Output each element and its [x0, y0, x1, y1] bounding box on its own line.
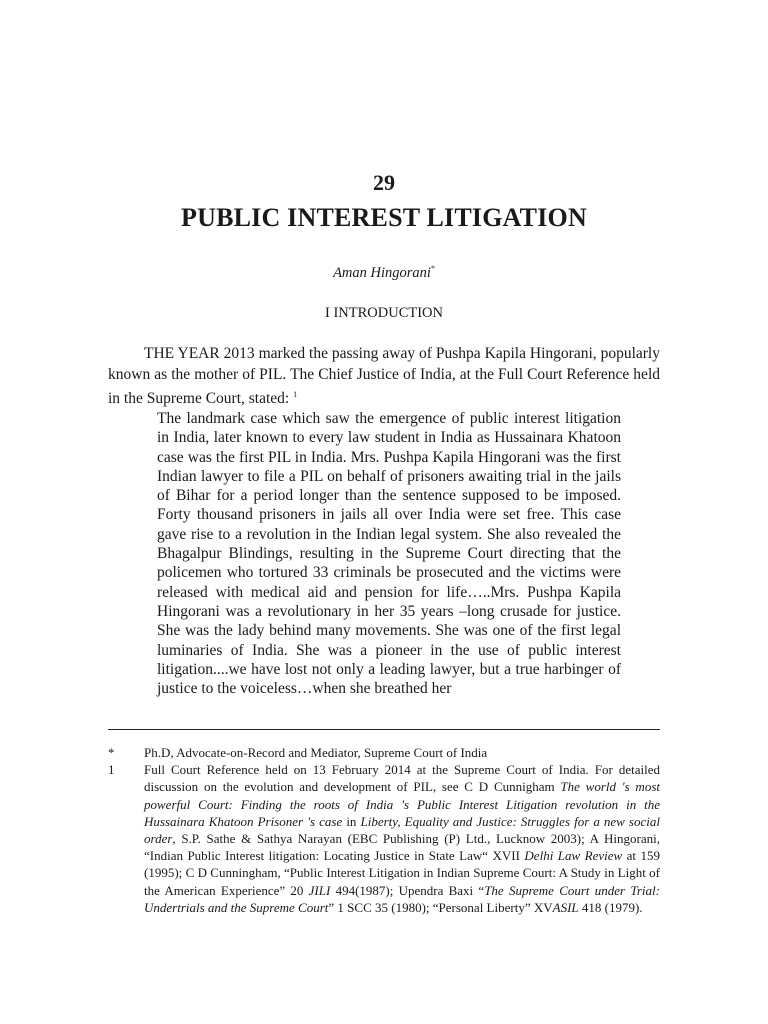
footnote-segment: 494(1987); Upendra Baxi “ — [330, 882, 485, 898]
block-quote: The landmark case which saw the emergence of public interest litigation in India, later known to every law student in India as Hussainara Khatoon case was the first PIL in India. Mrs. Pushpa Kapila Hingorani was the first Indian lawyer to file a PIL on behalf of prisoners awaiting trial in the jails of Bihar for a period longer than the sentence supposed to be imposed. Forty thousand prisoners in jails all over India were set free. This case gave rise to a revolution in the Indian legal system. She also revealed the Bhagalpur Blindings, resulting in the Supreme Court directing that the policemen who tortured 33 criminals be prosecuted and the victims were released with medical aid and pension for life…..Mrs. Pushpa Kapila Hingorani was a revolutionary in her 35 years –long crusade for justice. She was the lady behind many movements. She was one of the first legal luminaries of India. She was a pioneer in the use of public interest litigation....we have lost not only a leading lawyer, but a true harbinger of justice to the voiceless…when she breathed her — [157, 410, 621, 698]
author-line — [0, 264, 768, 282]
footnote-1 — [108, 761, 660, 916]
author-footnote-mark: * — [430, 264, 435, 273]
chapter-number: 29 — [373, 170, 395, 195]
section-heading: I INTRODUCTION — [325, 305, 443, 321]
footnote-italic-title: ASIL — [552, 899, 579, 915]
footnote-segment: , S.P. Sathe & Sathya Narayan (EBC Publishing (P) Ltd., Lucknow 2003); A Hingorani, “Indian Public Interest litigation: Locating Justice in State Law“ XVII — [144, 831, 660, 864]
footnote-italic-title: JILI — [308, 882, 331, 898]
footnote-italic-title: Delhi Law Review — [524, 848, 623, 864]
footnote-star — [108, 744, 660, 761]
intro-paragraph — [108, 344, 660, 410]
footnote-text: Ph.D, Advocate-on-Record and Mediator, Supreme Court of India — [144, 745, 488, 760]
intro-paragraph-text: THE YEAR 2013 marked the passing away of Pushpa Kapila Hingorani, popularly known as the mother of PIL. The Chief Justice of India, at the Full Court Reference held in the Supreme Court, stated: — [108, 345, 660, 408]
footnote-segment: in — [342, 813, 361, 829]
footnote-mark: 1 — [108, 762, 115, 778]
footnote-text — [144, 761, 660, 916]
footnote-italic-title: Liberty, Equality and Justice: Struggles for a new social order — [144, 813, 660, 847]
footnotes — [108, 744, 660, 916]
footnote-italic-title: The world 's most powerful Court: Finding the roots of India 's Public Interest Litigation revolution in the Hussainara Khatoon Prisoner 's case — [144, 779, 660, 829]
footnote-segment: 418 (1979). — [578, 899, 643, 915]
footnote-italic-title: The Supreme Court under Trial: Undertrials and the Supreme Court — [144, 882, 660, 915]
footnote-segment: at 159 (1995); C D Cunningham, “Public Interest Litigation in Indian Supreme Court: A Study in Light of the American Experience” 20 — [144, 848, 661, 898]
chapter-title: PUBLIC INTEREST LITIGATION — [181, 203, 587, 232]
footnote-segment: Full Court Reference held on 13 February 2014 at the Supreme Court of India. For detailed discussion on the evolution and development of PIL, see C D Cunnigham — [144, 762, 660, 795]
footnote-mark: * — [108, 745, 115, 760]
footnote-ref-1: 1 — [293, 390, 298, 399]
footnote-segment: ” 1 SCC 35 (1980); “Personal Liberty” XV — [328, 899, 553, 915]
author-name: Aman Hingorani — [333, 264, 431, 281]
footnote-divider — [108, 729, 660, 730]
